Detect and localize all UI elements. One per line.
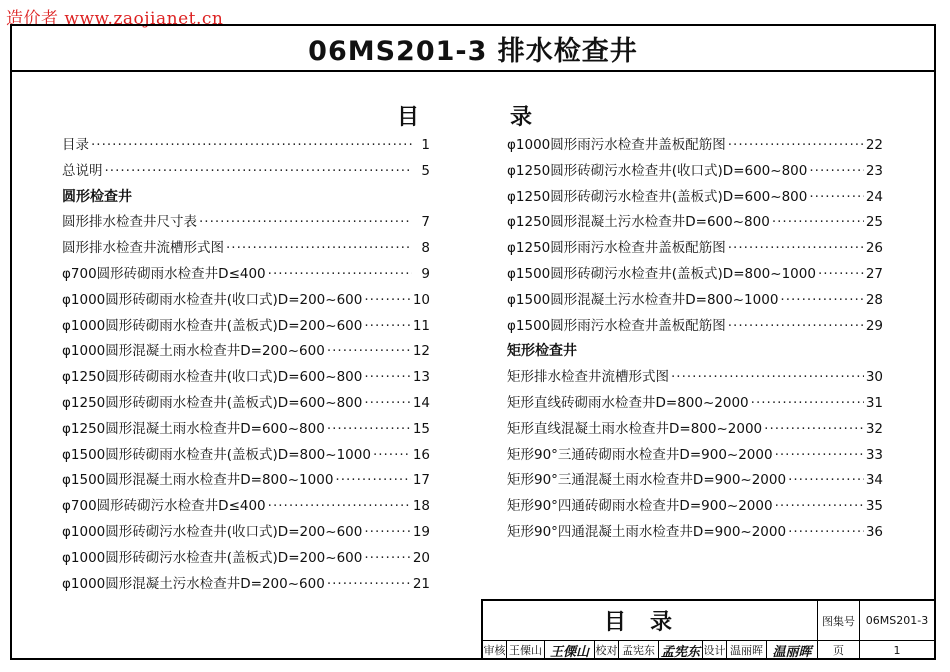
toc-entry[interactable] [62,288,430,314]
toc-entry-page: 11 [412,317,430,334]
toc-leader-dots [364,550,410,566]
toc-entry-title: φ1250圆形雨污水检查井盖板配筋图 [507,240,726,257]
toc-leader-dots [728,318,864,334]
toc-leader-dots [788,524,864,540]
toc-entry[interactable] [62,236,430,262]
toc-leader-dots [728,137,864,153]
toc-entry-title: 矩形排水检查井流槽形式图 [507,369,669,386]
check-name: 孟宪东 [619,641,659,660]
toc-entry[interactable] [507,236,883,262]
toc-leader-dots [335,472,410,488]
toc-leader-dots [327,343,411,359]
toc-entry-page: 5 [421,162,430,179]
toc-entry-title: 目录 [62,137,89,153]
toc-entry[interactable] [507,391,883,417]
toc-entry-title: φ1250圆形混凝土雨水检查井D=600~800 [62,420,325,437]
toc-leader-dots [775,498,864,514]
toc-entry-title: φ1000圆形砖砌污水检查井(收口式)D=200~600 [62,523,363,540]
design-name: 温丽晖 [727,641,767,660]
toc-entry[interactable] [507,159,883,185]
toc-entry[interactable] [62,546,430,572]
toc-entry-title: 圆形排水检查井流槽形式图 [62,240,224,257]
toc-entry[interactable] [62,494,430,520]
toc-entry-page: 25 [865,214,883,231]
toc-entry[interactable] [62,520,430,546]
toc-entry-title: φ1000圆形混凝土污水检查井D=200~600 [62,575,325,592]
toc-entry-page: 35 [865,498,883,515]
check-label: 校对 [595,641,619,660]
toc-entry-title: φ700圆形砖砌雨水检查井D≤400 [62,265,266,282]
toc-entry-page: 29 [865,317,883,334]
toc-entry-page: 24 [865,188,883,205]
title-block [481,599,934,660]
toc-leader-dots [788,472,864,488]
toc-entry-title: φ1000圆形砖砌雨水检查井(收口式)D=200~600 [62,291,363,308]
toc-leader-dots [364,318,410,334]
toc-leader-dots [105,163,413,179]
toc-entry[interactable] [507,494,883,520]
toc-leader-dots [764,421,864,437]
watermark: 造价者 www.zaojianet.cn [6,9,224,29]
toc-entry[interactable] [62,572,430,598]
toc-entry-page: 19 [412,523,430,540]
toc-entry[interactable] [507,468,883,494]
toc-leader-dots [199,214,412,230]
toc-leader-dots [780,292,863,308]
toc-entry-title: φ1250圆形砖砌雨水检查井(收口式)D=600~800 [62,369,363,386]
page-title: 06MS201-3 排水检查井 [12,26,934,72]
toc-entry-title: 圆形排水检查井尺寸表 [62,214,197,231]
toc-leader-dots [226,240,412,256]
toc-entry-page: 32 [865,420,883,437]
design-label: 设计 [703,641,727,660]
toc-entry[interactable] [62,365,430,391]
toc-entry-page: 13 [412,369,430,386]
toc-entry[interactable] [507,520,883,546]
toc-entry-title: 矩形90°三通混凝土雨水检查井D=900~2000 [507,472,787,489]
toc-entry[interactable] [62,443,430,469]
toc-entry-title: φ1000圆形混凝土雨水检查井D=200~600 [62,343,325,360]
toc-entry-page: 33 [865,446,883,463]
toc-entry-page: 26 [865,240,883,257]
toc-leader-dots [772,214,864,230]
toc-entry-title: 矩形90°四通混凝土雨水检查井D=900~2000 [507,523,787,540]
toc-entry[interactable] [62,468,430,494]
toc-entry-page: 8 [421,240,430,257]
toc-entry-page: 28 [865,291,883,308]
toc-entry-page: 22 [865,137,883,153]
toc-entry[interactable] [507,417,883,443]
toc-entry-title: φ1500圆形混凝土污水检查井D=800~1000 [507,291,779,308]
toc-entry-page: 30 [865,369,883,386]
toc-leader-dots [809,189,863,205]
toc-left-column [62,133,430,597]
toc-entry-title: 矩形直线混凝土雨水检查井D=800~2000 [507,420,763,437]
toc-leader-dots [364,395,410,411]
toc-entry-page: 9 [421,265,430,282]
atlas-no: 06MS201-3 [860,601,934,641]
toc-leader-dots [809,163,863,179]
toc-section-heading: 矩形检查井 [507,343,577,360]
toc-entry[interactable] [62,391,430,417]
toc-entry-title: φ1000圆形雨污水检查井盖板配筋图 [507,137,726,153]
design-signature: 温丽晖 [767,641,818,660]
toc-entry[interactable] [507,262,883,288]
page-label: 页 [818,641,860,660]
toc-leader-dots [818,266,864,282]
atlas-no-label: 图集号 [818,601,860,641]
toc-entry-title: 矩形90°三通砖砌雨水检查井D=900~2000 [507,446,773,463]
toc-entry-title: φ1500圆形混凝土雨水检查井D=800~1000 [62,472,334,489]
toc-entry-page: 16 [412,446,430,463]
toc-entry-page: 10 [412,291,430,308]
toc-entry[interactable] [62,314,430,340]
toc-leader-dots [373,447,411,463]
toc-entry-title: φ1250圆形混凝土污水检查井D=600~800 [507,214,770,231]
toc-leader-dots [268,498,411,514]
toc-entry[interactable] [507,314,883,340]
toc-heading-left: 目 [397,105,420,130]
toc-entry-page: 31 [865,394,883,411]
toc-entry[interactable] [62,133,430,159]
toc-entry-title: 矩形90°四通砖砌雨水检查井D=900~2000 [507,498,773,515]
drawing-frame [10,24,936,660]
toc-entry[interactable] [62,210,430,236]
toc-entry-title: φ1250圆形砖砌雨水检查井(盖板式)D=600~800 [62,394,363,411]
toc-entry[interactable] [507,443,883,469]
toc-entry-title: φ1250圆形砖砌污水检查井(盖板式)D=600~800 [507,188,808,205]
toc-entry-page: 17 [412,472,430,489]
toc-entry[interactable] [507,365,883,391]
toc-leader-dots [327,421,411,437]
check-signature: 孟宪东 [659,641,703,660]
toc-entry-page: 18 [412,498,430,515]
toc-entry[interactable] [62,339,430,365]
toc-entry-title: φ1000圆形砖砌污水检查井(盖板式)D=200~600 [62,549,363,566]
toc-entry-page: 21 [412,575,430,592]
toc-entry[interactable] [62,417,430,443]
toc-entry-page: 36 [865,523,883,540]
toc-entry-title: φ1000圆形砖砌雨水检查井(盖板式)D=200~600 [62,317,363,334]
toc-entry-title: φ1500圆形砖砌雨水检查井(盖板式)D=800~1000 [62,446,371,463]
toc-entry-page: 7 [421,214,430,231]
toc-heading-right: 录 [510,105,533,130]
toc-leader-dots [671,369,864,385]
toc-leader-dots [364,369,410,385]
review-label: 审核 [483,641,507,660]
toc-entry-title: φ1500圆形砖砌污水检查井(盖板式)D=800~1000 [507,265,816,282]
toc-leader-dots [751,395,864,411]
toc-entry[interactable] [507,133,883,159]
review-name: 王傈山 [507,641,545,660]
toc-leader-dots [728,240,864,256]
title-block-main: 目录 [483,601,818,641]
toc-entry[interactable] [62,159,430,185]
toc-leader-dots [327,576,411,592]
toc-leader-dots [91,137,412,153]
toc-section-heading: 圆形检查井 [62,188,132,205]
toc-entry[interactable] [507,288,883,314]
toc-entry-title: φ1500圆形雨污水检查井盖板配筋图 [507,317,726,334]
toc-entry[interactable] [62,262,430,288]
page-number: 1 [860,641,934,660]
toc-leader-dots [775,447,864,463]
toc-leader-dots [364,524,410,540]
toc-entry-title: φ1250圆形砖砌污水检查井(收口式)D=600~800 [507,162,808,179]
review-signature: 王傈山 [545,641,595,660]
toc-entry-page: 1 [421,137,430,153]
toc-entry-page: 15 [412,420,430,437]
toc-entry-page: 23 [865,162,883,179]
toc-entry-page: 12 [412,343,430,360]
toc-entry-page: 27 [865,265,883,282]
toc-entry-title: φ700圆形砖砌污水检查井D≤400 [62,498,266,515]
toc-leader-dots [364,292,410,308]
toc-entry[interactable] [507,185,883,211]
toc-entry[interactable] [507,210,883,236]
toc-entry-title: 矩形直线砖砌雨水检查井D=800~2000 [507,394,749,411]
toc-right-column [507,133,883,546]
toc-entry-title: 总说明 [62,162,103,179]
toc-entry-page: 34 [865,472,883,489]
toc-entry-page: 14 [412,394,430,411]
toc-entry-page: 20 [412,549,430,566]
toc-leader-dots [268,266,412,282]
